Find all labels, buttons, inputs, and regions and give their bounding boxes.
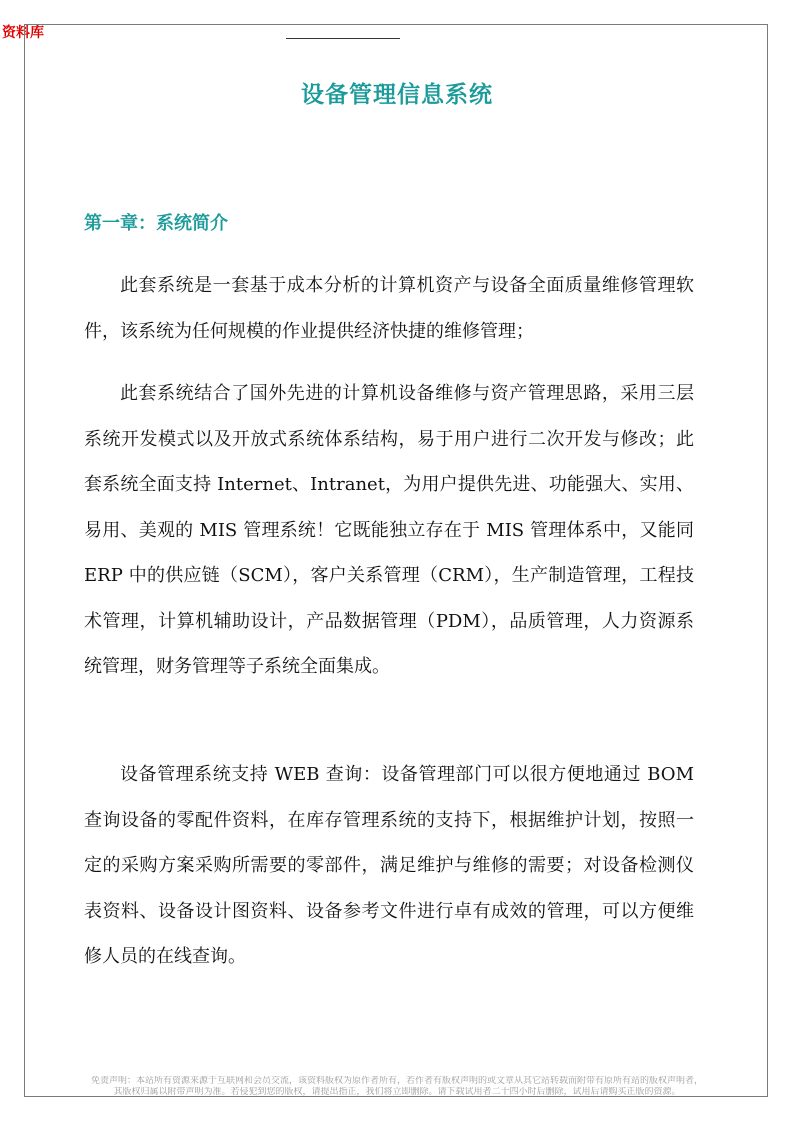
chapter-heading: 第一章：系统简介: [84, 213, 228, 234]
disclaimer-footer: [26, 1076, 768, 1098]
disclaimer-line-1: 免责声明：本站所有资源来源于互联网和会员交流，该资料版权为原作者所有，若作者有版权声明的或文章从其它站转载而附带有原所有站的版权声明者，: [90, 1076, 703, 1086]
document-title: 设备管理信息系统: [301, 81, 493, 108]
paragraph-web-query: 设备管理系统支持 WEB 查询：设备管理部门可以很方便地通过 BOM 查询设备的零配件资料，在库存管理系统的支持下，根据维护计划，按照一定的采购方案采购所需要的零部件，满足维护与维修的需要；对设备检测仪表资料、设备设计图资料、设备参考文件进行卓有成效的管理，可以方便维修人员的在线查询。: [84, 764, 694, 967]
disclaimer-line-2: 其版权归属以附带声明为准。若侵犯到您的版权，请提出指正，我们将立即删除。请下载试用者二十四小时后删除，试用后请购买正版的资源。: [113, 1087, 681, 1097]
paragraph-architecture: 此套系统结合了国外先进的计算机设备维修与资产管理思路，采用三层系统开发模式以及开放式系统体系结构，易于用户进行二次开发与修改；此套系统全面支持 Internet、Intranet，为用户提供先进、功能强大、实用、易用、美观的 MIS 管理系统！它既能独立存在于 MIS 管理体系中，又能同 ERP 中的供应链（SCM），客户关系管理（CRM），生产制造管理，工程技术管理，计算机辅助设计，产品数据管理（PDM），品质管理，人力资源系统管理，财务管理等子系统全面集成。: [84, 383, 694, 677]
header-rule: [286, 38, 400, 39]
paragraph-intro: 此套系统是一套基于成本分析的计算机资产与设备全面质量维修管理软件，该系统为任何规模的作业提供经济快捷的维修管理；: [84, 275, 694, 342]
watermark-logo-text: 资料库: [2, 25, 44, 41]
